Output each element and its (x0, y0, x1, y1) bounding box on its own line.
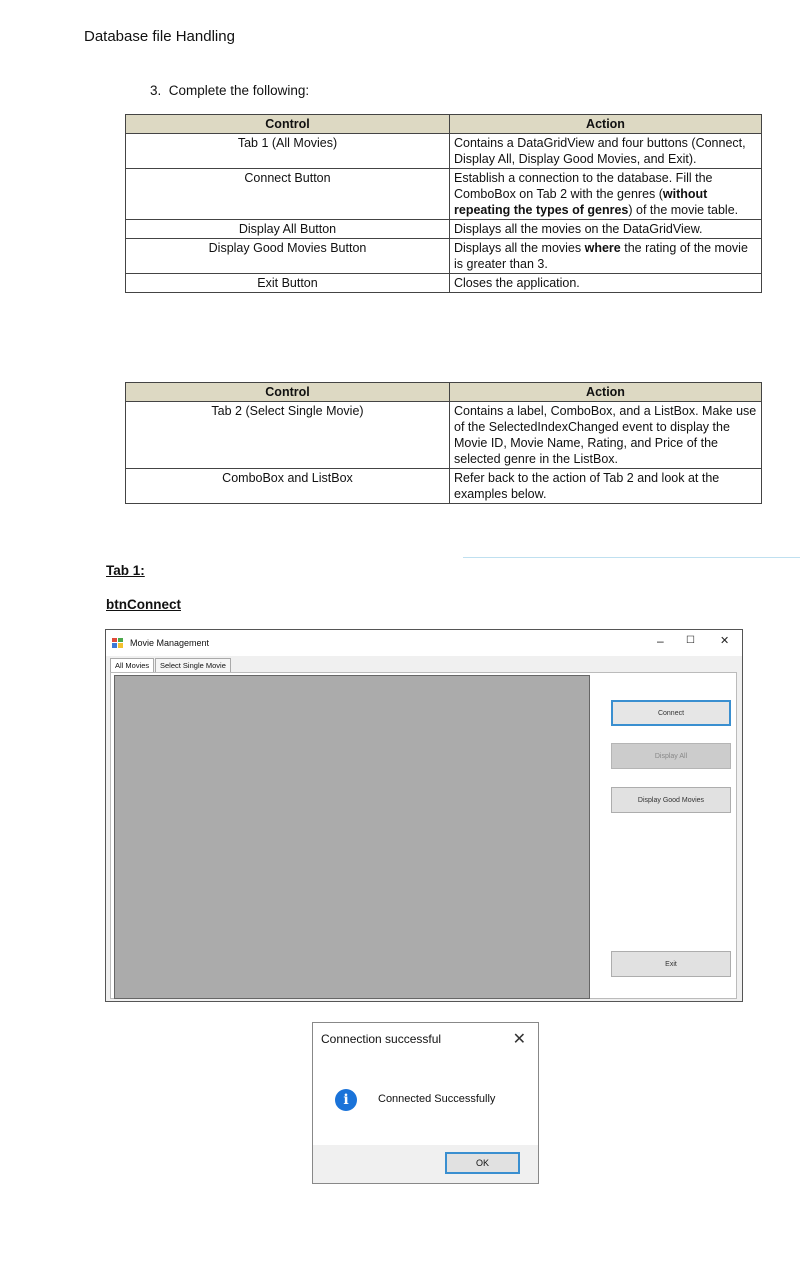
table-row (126, 239, 762, 274)
message-text: Connected Successfully (378, 1093, 496, 1105)
table-row (126, 274, 762, 293)
maximize-icon[interactable]: ☐ (686, 635, 695, 646)
window-titlebar[interactable] (106, 630, 742, 656)
action-cell: Displays all the movies on the DataGridView. (450, 220, 762, 239)
exit-button[interactable]: Exit (611, 951, 731, 977)
document-header: Database file Handling (84, 28, 235, 45)
control-cell: Tab 1 (All Movies) (126, 134, 450, 169)
tab-panel (110, 672, 737, 999)
tab-select-single-movie[interactable]: Select Single Movie (155, 658, 231, 673)
section-heading-tab: Tab 1: (106, 563, 145, 578)
action-cell: Displays all the movies where the rating of the movie is greater than 3. (450, 239, 762, 274)
action-cell: Contains a label, ComboBox, and a ListBox. Make use of the SelectedIndexChanged event to display the Movie ID, Movie Name, Rating, and Price of the selected genre in the ListBox. (450, 402, 762, 469)
connect-button[interactable]: Connect (611, 700, 731, 726)
message-box-title: Connection successful (321, 1032, 442, 1046)
action-cell: Refer back to the action of Tab 2 and look at the examples below. (450, 469, 762, 504)
tab-all-movies[interactable]: All Movies (110, 658, 154, 673)
section-heading-button: btnConnect (106, 597, 181, 612)
close-icon[interactable]: ✕ (512, 1031, 526, 1048)
table-row (126, 134, 762, 169)
control-cell: Display Good Movies Button (126, 239, 450, 274)
requirements-table-2 (125, 382, 762, 504)
movie-management-window (105, 629, 743, 1002)
control-cell: Display All Button (126, 220, 450, 239)
column-header-control: Control (126, 383, 450, 402)
control-cell: ComboBox and ListBox (126, 469, 450, 504)
step-heading: 3. Complete the following: (150, 83, 310, 98)
table-row (126, 220, 762, 239)
message-box-footer (313, 1145, 538, 1183)
display-good-movies-button[interactable]: Display Good Movies (611, 787, 731, 813)
table-row (126, 469, 762, 504)
action-cell: Contains a DataGridView and four buttons (Connect, Display All, Display Good Movies, and Exit). (450, 134, 762, 169)
app-icon (112, 638, 123, 648)
table-row (126, 402, 762, 469)
control-cell: Connect Button (126, 169, 450, 220)
window-title: Movie Management (130, 638, 210, 648)
information-icon: i (335, 1089, 357, 1111)
column-header-action: Action (450, 115, 762, 134)
message-box (312, 1022, 539, 1184)
movies-datagridview[interactable] (114, 675, 590, 999)
control-cell: Exit Button (126, 274, 450, 293)
column-header-action: Action (450, 383, 762, 402)
action-cell: Establish a connection to the database. Fill the ComboBox on Tab 2 with the genres (without repeating the types of genres) of the movie table. (450, 169, 762, 220)
table-row (126, 169, 762, 220)
minimize-icon[interactable]: – (657, 634, 664, 648)
divider (463, 557, 800, 558)
close-icon[interactable]: ✕ (720, 635, 730, 647)
action-cell: Closes the application. (450, 274, 762, 293)
control-cell: Tab 2 (Select Single Movie) (126, 402, 450, 469)
column-header-control: Control (126, 115, 450, 134)
ok-button[interactable]: OK (445, 1152, 520, 1174)
display-all-button[interactable]: Display All (611, 743, 731, 769)
requirements-table-1 (125, 114, 762, 293)
